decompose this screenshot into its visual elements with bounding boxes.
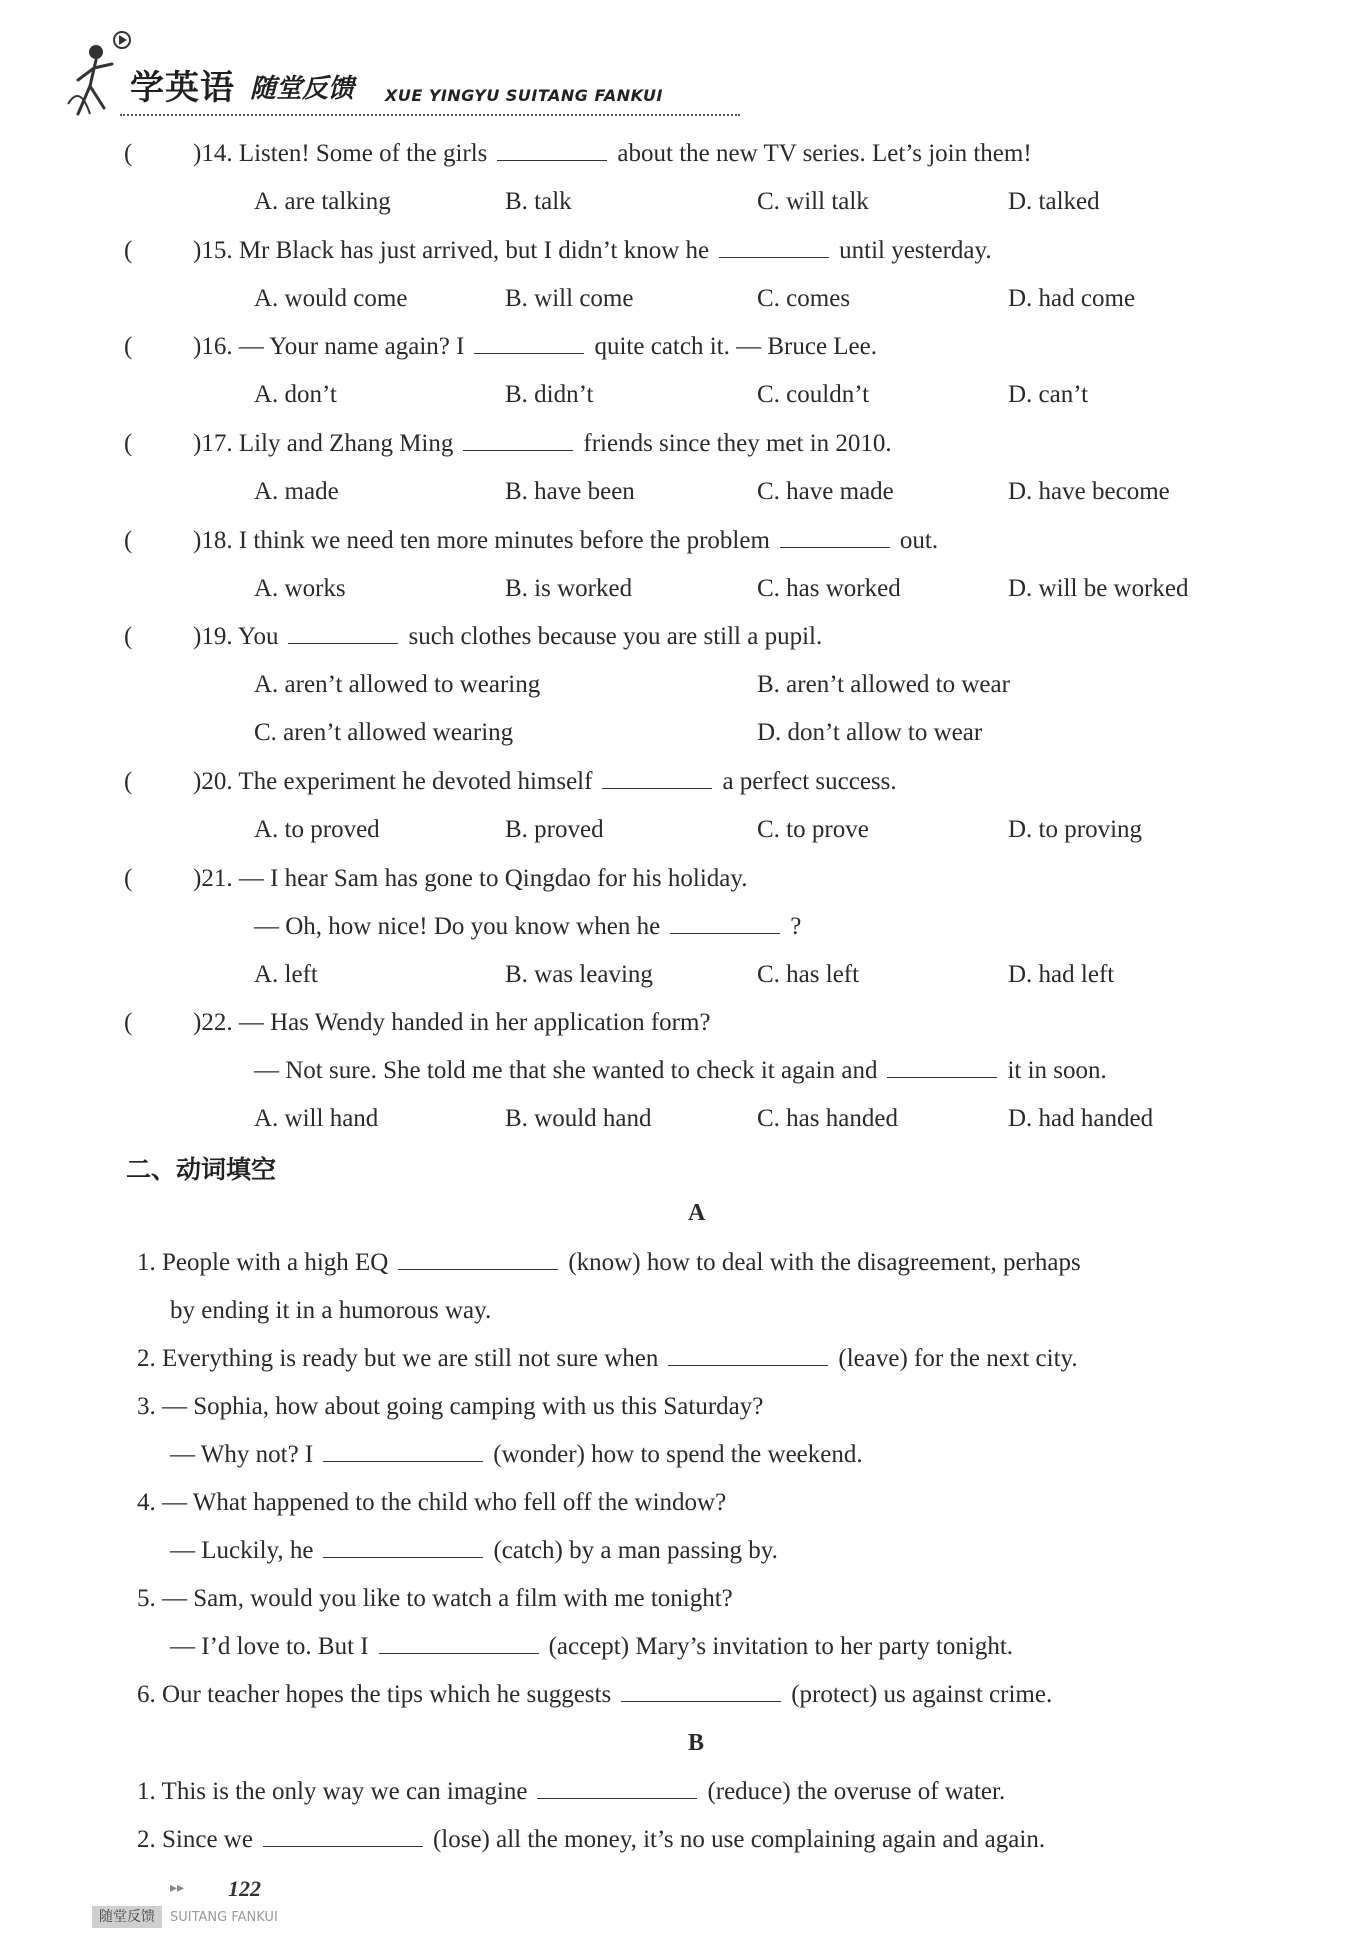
option[interactable]: C. have made — [757, 478, 894, 505]
option[interactable]: C. to prove — [757, 816, 869, 843]
header-title-en: XUE YINGYU SUITANG FANKUI — [385, 86, 663, 105]
section-title: 二、动词填空 — [126, 1155, 277, 1184]
option[interactable]: C. will talk — [757, 188, 869, 215]
fill-a-3-line2: — Why not? I (wonder) how to spend the weekend. — [170, 1441, 863, 1468]
option[interactable]: B. aren’t allowed to wear — [757, 671, 1010, 698]
fill-b-1: 1. This is the only way we can imagine (reduce) the overuse of water. — [137, 1778, 1006, 1805]
option[interactable]: A. would come — [254, 285, 408, 312]
option[interactable]: A. aren’t allowed to wearing — [254, 671, 541, 698]
fill-a-2: 2. Everything is ready but we are still not sure when (leave) for the next city. — [137, 1345, 1078, 1372]
option[interactable]: B. have been — [505, 478, 635, 505]
footer-arrow-icon: ▸▸ — [170, 1880, 185, 1896]
option[interactable]: B. didn’t — [505, 381, 594, 408]
answer-paren[interactable]: ( — [124, 333, 133, 360]
question-16: )16. — Your name again? I quite catch it. — Bruce Lee. — [193, 333, 878, 360]
question-20: )20. The experiment he devoted himself a perfect success. — [193, 768, 897, 795]
answer-paren[interactable]: ( — [124, 865, 133, 892]
footer-tag-en: SUITANG FANKUI — [170, 1910, 278, 1925]
option[interactable]: C. aren’t allowed wearing — [254, 719, 514, 746]
option[interactable]: C. has left — [757, 961, 860, 988]
option[interactable]: D. don’t allow to wear — [757, 719, 983, 746]
answer-paren[interactable]: ( — [124, 140, 133, 167]
option[interactable]: C. comes — [757, 285, 851, 312]
header — [60, 24, 760, 134]
fill-b-2: 2. Since we (lose) all the money, it’s no use complaining again and again. — [137, 1826, 1046, 1853]
answer-paren[interactable]: ( — [124, 237, 133, 264]
fill-a-1-line2: by ending it in a humorous way. — [170, 1297, 492, 1324]
option[interactable]: D. to proving — [1008, 816, 1143, 843]
option[interactable]: A. are talking — [254, 188, 391, 215]
option[interactable]: B. will come — [505, 285, 634, 312]
option[interactable]: A. don’t — [254, 381, 337, 408]
answer-paren[interactable]: ( — [124, 1009, 133, 1036]
option[interactable]: A. left — [254, 961, 318, 988]
question-18: )18. I think we need ten more minutes before the problem out. — [193, 527, 939, 554]
option[interactable]: B. talk — [505, 188, 572, 215]
answer-paren[interactable]: ( — [124, 623, 133, 650]
fill-a-6: 6. Our teacher hopes the tips which he suggests (protect) us against crime. — [137, 1681, 1053, 1708]
footer-tag: 随堂反馈 — [92, 1906, 162, 1928]
option[interactable]: B. proved — [505, 816, 604, 843]
fill-a-4: 4. — What happened to the child who fell off the window? — [137, 1489, 727, 1516]
option[interactable]: D. had left — [1008, 961, 1115, 988]
option[interactable]: C. has handed — [757, 1105, 898, 1132]
option[interactable]: B. is worked — [505, 575, 633, 602]
option[interactable]: D. had come — [1008, 285, 1136, 312]
question-19: )19. You such clothes because you are still a pupil. — [193, 623, 823, 650]
option[interactable]: D. talked — [1008, 188, 1100, 215]
option[interactable]: D. will be worked — [1008, 575, 1189, 602]
part-a-label: A — [688, 1200, 706, 1226]
fill-a-5-line2: — I’d love to. But I (accept) Mary’s invitation to her party tonight. — [170, 1633, 1014, 1660]
option[interactable]: B. was leaving — [505, 961, 653, 988]
option[interactable]: A. works — [254, 575, 346, 602]
question-22-line2: — Not sure. She told me that she wanted to check it again and it in soon. — [254, 1057, 1107, 1084]
question-22: )22. — Has Wendy handed in her application form? — [193, 1009, 711, 1036]
option[interactable]: A. to proved — [254, 816, 380, 843]
option[interactable]: D. had handed — [1008, 1105, 1154, 1132]
question-21: )21. — I hear Sam has gone to Qingdao for his holiday. — [193, 865, 748, 892]
answer-paren[interactable]: ( — [124, 430, 133, 457]
header-dotted-line — [120, 114, 740, 116]
question-15: )15. Mr Black has just arrived, but I didn’t know he until yesterday. — [193, 237, 992, 264]
option[interactable]: C. has worked — [757, 575, 901, 602]
fill-a-5: 5. — Sam, would you like to watch a film with me tonight? — [137, 1585, 733, 1612]
answer-paren[interactable]: ( — [124, 527, 133, 554]
header-subtitle-cn: 随堂反馈 — [250, 74, 355, 104]
part-b-label: B — [688, 1730, 705, 1756]
option[interactable]: C. couldn’t — [757, 381, 870, 408]
option[interactable]: D. have become — [1008, 478, 1170, 505]
fill-a-4-line2: — Luckily, he (catch) by a man passing by. — [170, 1537, 778, 1564]
option[interactable]: B. would hand — [505, 1105, 652, 1132]
option[interactable]: D. can’t — [1008, 381, 1089, 408]
question-21-line2: — Oh, how nice! Do you know when he ? — [254, 913, 802, 940]
question-14: )14. Listen! Some of the girls about the new TV series. Let’s join them! — [193, 140, 1032, 167]
question-17: )17. Lily and Zhang Ming friends since they met in 2010. — [193, 430, 892, 457]
answer-paren[interactable]: ( — [124, 768, 133, 795]
option[interactable]: A. will hand — [254, 1105, 379, 1132]
option[interactable]: A. made — [254, 478, 339, 505]
fill-a-1: 1. People with a high EQ (know) how to deal with the disagreement, perhaps — [137, 1249, 1081, 1276]
header-title-cn: 学英语 — [130, 68, 235, 108]
fill-a-3: 3. — Sophia, how about going camping with us this Saturday? — [137, 1393, 764, 1420]
page-number: 122 — [228, 1876, 261, 1901]
